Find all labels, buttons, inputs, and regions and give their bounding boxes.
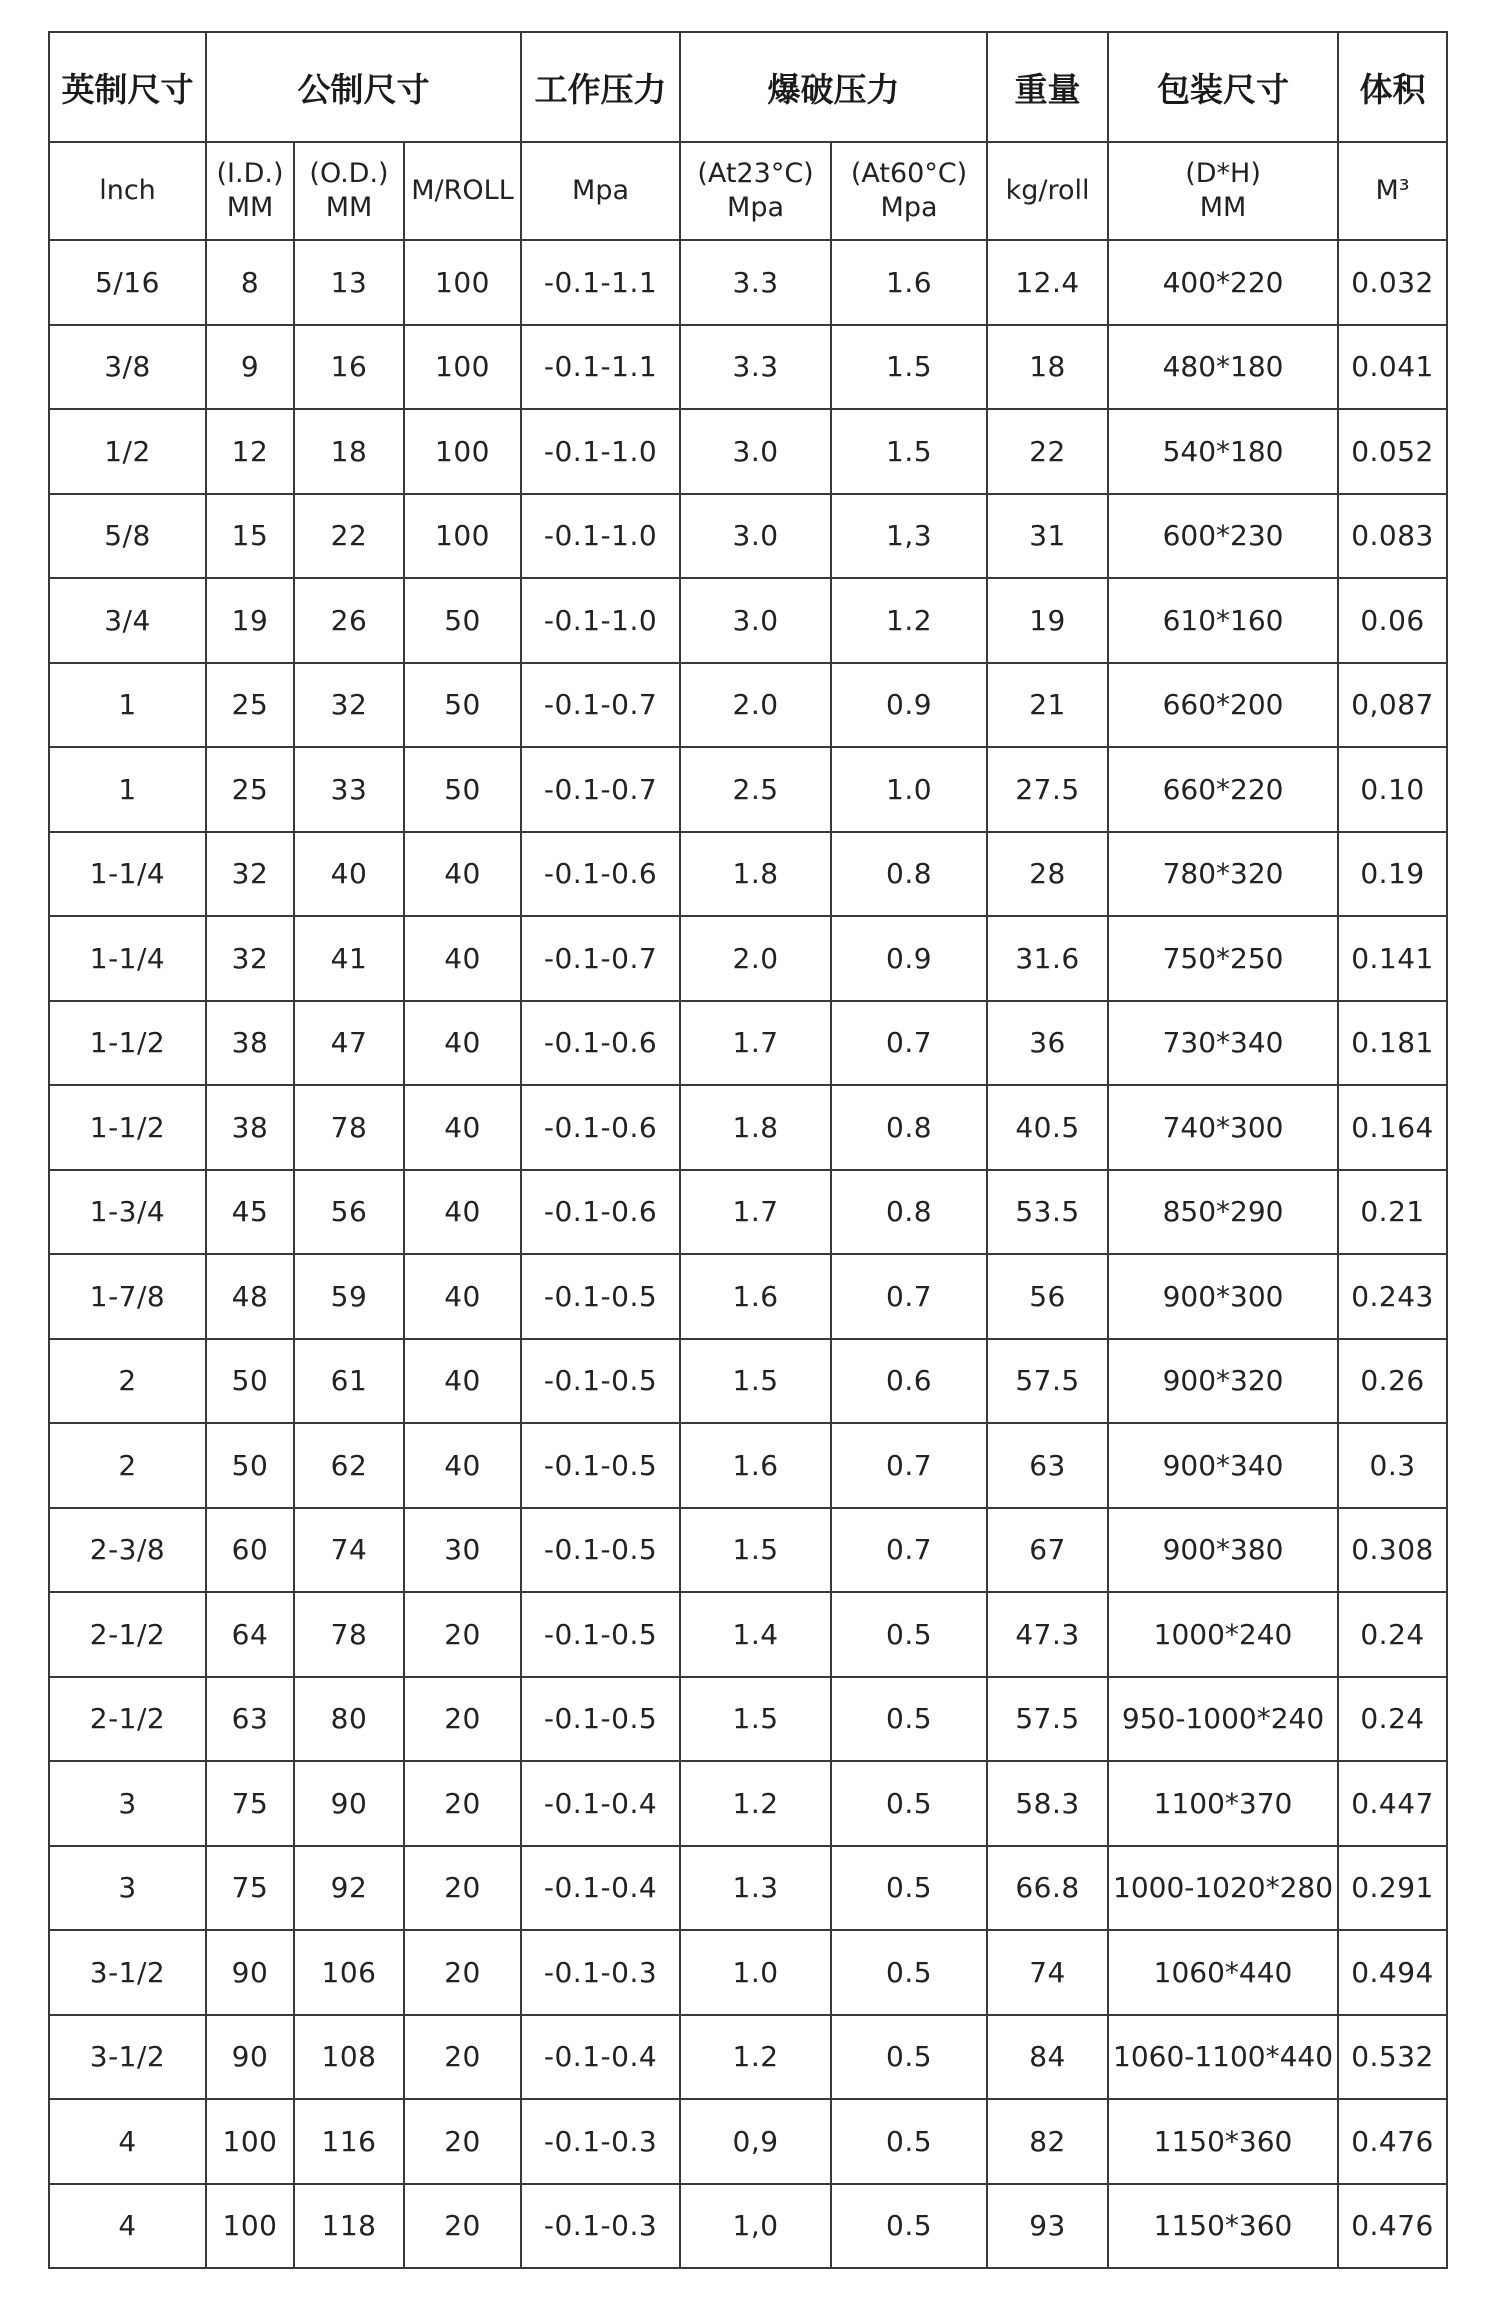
cell-package-size: 540*180	[1108, 409, 1338, 494]
table-row	[49, 832, 1447, 917]
cell-package-size: 610*160	[1108, 578, 1338, 663]
cell-weight: 31.6	[987, 916, 1108, 1001]
subheader-burst-23c	[680, 142, 831, 240]
cell-length: 50	[404, 663, 521, 748]
cell-inner-diameter: 64	[206, 1592, 294, 1677]
table-row	[49, 2015, 1447, 2100]
cell-outer-diameter: 74	[294, 1508, 404, 1593]
cell-package-size: 900*380	[1108, 1508, 1338, 1593]
subheader-volume-unit: M³	[1338, 142, 1447, 240]
cell-burst-23c: 0,9	[680, 2099, 831, 2184]
cell-inner-diameter: 100	[206, 2184, 294, 2269]
cell-outer-diameter: 40	[294, 832, 404, 917]
cell-volume: 0.032	[1338, 240, 1447, 325]
cell-burst-23c: 1.5	[680, 1339, 831, 1424]
cell-inch: 1-1/4	[49, 832, 206, 917]
cell-outer-diameter: 22	[294, 494, 404, 579]
table-row	[49, 1846, 1447, 1931]
cell-working-pressure: -0.1-0.4	[521, 1761, 680, 1846]
cell-length: 100	[404, 325, 521, 410]
cell-burst-60c: 0.5	[831, 2099, 987, 2184]
cell-inner-diameter: 8	[206, 240, 294, 325]
cell-burst-60c: 0.5	[831, 2184, 987, 2269]
cell-length: 20	[404, 2099, 521, 2184]
subheader-burst-60c-label: (At60°C)	[850, 158, 968, 189]
cell-burst-60c: 1.0	[831, 747, 987, 832]
cell-burst-23c: 1.2	[680, 1761, 831, 1846]
subheader-length-per-roll: M/ROLL	[404, 142, 521, 240]
cell-burst-23c: 1.6	[680, 1423, 831, 1508]
cell-weight: 18	[987, 325, 1108, 410]
cell-weight: 40.5	[987, 1085, 1108, 1170]
cell-inch: 1	[49, 663, 206, 748]
cell-weight: 93	[987, 2184, 1108, 2269]
cell-burst-60c: 0.5	[831, 1592, 987, 1677]
cell-burst-23c: 1.5	[680, 1508, 831, 1593]
cell-package-size: 600*230	[1108, 494, 1338, 579]
cell-burst-23c: 1.2	[680, 2015, 831, 2100]
subheader-burst-60c	[831, 142, 987, 240]
cell-inch: 1-1/2	[49, 1085, 206, 1170]
cell-volume: 0.494	[1338, 1930, 1447, 2015]
table-row	[49, 1930, 1447, 2015]
cell-burst-23c: 1.6	[680, 1254, 831, 1339]
cell-length: 20	[404, 2184, 521, 2269]
subheader-burst-23c-label: (At23°C)	[697, 158, 814, 189]
cell-inner-diameter: 38	[206, 1001, 294, 1086]
cell-length: 100	[404, 409, 521, 494]
cell-working-pressure: -0.1-1.0	[521, 494, 680, 579]
header-burst-pressure: 爆破压力	[680, 32, 987, 142]
cell-burst-60c: 1.6	[831, 240, 987, 325]
cell-inch: 2-1/2	[49, 1677, 206, 1762]
cell-inner-diameter: 90	[206, 2015, 294, 2100]
cell-burst-60c: 0.7	[831, 1508, 987, 1593]
subheader-burst-60c-unit: Mpa	[880, 192, 938, 223]
cell-inch: 4	[49, 2184, 206, 2269]
cell-burst-23c: 2.5	[680, 747, 831, 832]
cell-inch: 2-3/8	[49, 1508, 206, 1593]
cell-package-size: 660*220	[1108, 747, 1338, 832]
header-metric-size: 公制尺寸	[206, 32, 521, 142]
cell-weight: 36	[987, 1001, 1108, 1086]
cell-burst-23c: 2.0	[680, 663, 831, 748]
hose-spec-table	[48, 31, 1448, 2269]
cell-working-pressure: -0.1-1.1	[521, 240, 680, 325]
cell-volume: 0.24	[1338, 1592, 1447, 1677]
cell-weight: 27.5	[987, 747, 1108, 832]
subheader-inner-diameter	[206, 142, 294, 240]
cell-outer-diameter: 32	[294, 663, 404, 748]
table-row	[49, 494, 1447, 579]
cell-inner-diameter: 60	[206, 1508, 294, 1593]
cell-package-size: 780*320	[1108, 832, 1338, 917]
cell-burst-23c: 3.0	[680, 409, 831, 494]
cell-working-pressure: -0.1-0.6	[521, 1170, 680, 1255]
cell-inch: 1-1/2	[49, 1001, 206, 1086]
cell-working-pressure: -0.1-1.1	[521, 325, 680, 410]
cell-working-pressure: -0.1-0.5	[521, 1339, 680, 1424]
table-row	[49, 916, 1447, 1001]
cell-length: 40	[404, 1423, 521, 1508]
cell-outer-diameter: 80	[294, 1677, 404, 1762]
cell-weight: 57.5	[987, 1339, 1108, 1424]
cell-outer-diameter: 13	[294, 240, 404, 325]
cell-outer-diameter: 106	[294, 1930, 404, 2015]
cell-inch: 2	[49, 1423, 206, 1508]
cell-package-size: 750*250	[1108, 916, 1338, 1001]
cell-inch: 1/2	[49, 409, 206, 494]
cell-length: 30	[404, 1508, 521, 1593]
cell-package-size: 850*290	[1108, 1170, 1338, 1255]
cell-inner-diameter: 25	[206, 747, 294, 832]
cell-weight: 74	[987, 1930, 1108, 2015]
cell-burst-60c: 1,3	[831, 494, 987, 579]
table-row	[49, 1761, 1447, 1846]
cell-volume: 0.083	[1338, 494, 1447, 579]
subheader-od-label: (O.D.)	[309, 158, 389, 189]
cell-inch: 3-1/2	[49, 2015, 206, 2100]
header-weight: 重量	[987, 32, 1108, 142]
cell-package-size: 1060*440	[1108, 1930, 1338, 2015]
cell-volume: 0.26	[1338, 1339, 1447, 1424]
cell-volume: 0.476	[1338, 2099, 1447, 2184]
subheader-burst-23c-unit: Mpa	[727, 192, 785, 223]
cell-length: 20	[404, 2015, 521, 2100]
spec-table-body	[49, 240, 1447, 2268]
table-row	[49, 1423, 1447, 1508]
table-row	[49, 1508, 1447, 1593]
table-row	[49, 240, 1447, 325]
cell-weight: 58.3	[987, 1761, 1108, 1846]
table-row	[49, 747, 1447, 832]
cell-working-pressure: -0.1-0.6	[521, 1085, 680, 1170]
cell-working-pressure: -0.1-0.5	[521, 1592, 680, 1677]
cell-working-pressure: -0.1-0.3	[521, 2184, 680, 2269]
cell-outer-diameter: 78	[294, 1085, 404, 1170]
cell-volume: 0.3	[1338, 1423, 1447, 1508]
header-imperial-size: 英制尺寸	[49, 32, 206, 142]
cell-outer-diameter: 47	[294, 1001, 404, 1086]
cell-length: 50	[404, 747, 521, 832]
cell-inner-diameter: 25	[206, 663, 294, 748]
cell-volume: 0.052	[1338, 409, 1447, 494]
cell-inch: 5/8	[49, 494, 206, 579]
cell-burst-60c: 0.5	[831, 1846, 987, 1931]
cell-volume: 0.532	[1338, 2015, 1447, 2100]
cell-weight: 19	[987, 578, 1108, 663]
cell-burst-23c: 3.0	[680, 494, 831, 579]
table-row	[49, 1592, 1447, 1677]
cell-length: 20	[404, 1930, 521, 2015]
cell-volume: 0.476	[1338, 2184, 1447, 2269]
cell-volume: 0.24	[1338, 1677, 1447, 1762]
cell-burst-60c: 0.8	[831, 1085, 987, 1170]
cell-weight: 84	[987, 2015, 1108, 2100]
cell-inch: 3/4	[49, 578, 206, 663]
cell-volume: 0.291	[1338, 1846, 1447, 1931]
cell-length: 40	[404, 1085, 521, 1170]
cell-inner-diameter: 45	[206, 1170, 294, 1255]
cell-inch: 1-7/8	[49, 1254, 206, 1339]
subheader-outer-diameter	[294, 142, 404, 240]
cell-volume: 0.21	[1338, 1170, 1447, 1255]
cell-burst-60c: 1.5	[831, 325, 987, 410]
cell-package-size: 900*300	[1108, 1254, 1338, 1339]
cell-inch: 3	[49, 1846, 206, 1931]
cell-burst-23c: 3.3	[680, 325, 831, 410]
cell-outer-diameter: 78	[294, 1592, 404, 1677]
cell-working-pressure: -0.1-0.7	[521, 747, 680, 832]
table-row	[49, 2099, 1447, 2184]
cell-length: 50	[404, 578, 521, 663]
cell-package-size: 1060-1100*440	[1108, 2015, 1338, 2100]
cell-inner-diameter: 48	[206, 1254, 294, 1339]
cell-outer-diameter: 90	[294, 1761, 404, 1846]
cell-length: 20	[404, 1846, 521, 1931]
cell-burst-23c: 3.3	[680, 240, 831, 325]
cell-burst-60c: 0.8	[831, 832, 987, 917]
subheader-weight-unit: kg/roll	[987, 142, 1108, 240]
cell-package-size: 900*320	[1108, 1339, 1338, 1424]
header-working-pressure: 工作压力	[521, 32, 680, 142]
cell-inch: 1-3/4	[49, 1170, 206, 1255]
cell-volume: 0.19	[1338, 832, 1447, 917]
cell-burst-23c: 2.0	[680, 916, 831, 1001]
cell-inch: 4	[49, 2099, 206, 2184]
cell-volume: 0.141	[1338, 916, 1447, 1001]
table-row	[49, 325, 1447, 410]
cell-working-pressure: -0.1-0.5	[521, 1677, 680, 1762]
cell-working-pressure: -0.1-1.0	[521, 578, 680, 663]
cell-length: 40	[404, 832, 521, 917]
table-row	[49, 1339, 1447, 1424]
subheader-row	[49, 142, 1447, 240]
cell-inch: 1-1/4	[49, 916, 206, 1001]
cell-working-pressure: -0.1-0.4	[521, 1846, 680, 1931]
cell-burst-60c: 0.5	[831, 2015, 987, 2100]
cell-volume: 0.181	[1338, 1001, 1447, 1086]
cell-burst-60c: 0.7	[831, 1254, 987, 1339]
cell-package-size: 400*220	[1108, 240, 1338, 325]
cell-burst-23c: 1.7	[680, 1001, 831, 1086]
cell-working-pressure: -0.1-0.7	[521, 663, 680, 748]
cell-weight: 53.5	[987, 1170, 1108, 1255]
cell-package-size: 1000-1020*280	[1108, 1846, 1338, 1931]
cell-outer-diameter: 41	[294, 916, 404, 1001]
cell-length: 100	[404, 240, 521, 325]
cell-volume: 0.243	[1338, 1254, 1447, 1339]
cell-length: 20	[404, 1677, 521, 1762]
cell-outer-diameter: 59	[294, 1254, 404, 1339]
cell-package-size: 730*340	[1108, 1001, 1338, 1086]
cell-package-size: 900*340	[1108, 1423, 1338, 1508]
table-row	[49, 663, 1447, 748]
cell-inner-diameter: 32	[206, 916, 294, 1001]
cell-inch: 3	[49, 1761, 206, 1846]
table-row	[49, 409, 1447, 494]
table-row	[49, 1001, 1447, 1086]
cell-outer-diameter: 62	[294, 1423, 404, 1508]
cell-burst-23c: 1.8	[680, 1085, 831, 1170]
cell-outer-diameter: 108	[294, 2015, 404, 2100]
cell-burst-60c: 0.8	[831, 1170, 987, 1255]
cell-burst-23c: 1,0	[680, 2184, 831, 2269]
cell-working-pressure: -0.1-0.4	[521, 2015, 680, 2100]
cell-volume: 0.447	[1338, 1761, 1447, 1846]
spec-table-container	[48, 31, 1446, 2269]
cell-weight: 82	[987, 2099, 1108, 2184]
cell-burst-60c: 0.6	[831, 1339, 987, 1424]
cell-weight: 67	[987, 1508, 1108, 1593]
cell-weight: 47.3	[987, 1592, 1108, 1677]
cell-length: 40	[404, 1170, 521, 1255]
header-package-size: 包装尺寸	[1108, 32, 1338, 142]
header-volume: 体积	[1338, 32, 1447, 142]
cell-weight: 57.5	[987, 1677, 1108, 1762]
cell-inner-diameter: 15	[206, 494, 294, 579]
subheader-package-unit: MM	[1199, 192, 1247, 223]
cell-burst-60c: 1.2	[831, 578, 987, 663]
cell-package-size: 1150*360	[1108, 2099, 1338, 2184]
cell-outer-diameter: 18	[294, 409, 404, 494]
cell-package-size: 950-1000*240	[1108, 1677, 1338, 1762]
cell-package-size: 1000*240	[1108, 1592, 1338, 1677]
table-row	[49, 1677, 1447, 1762]
cell-package-size: 660*200	[1108, 663, 1338, 748]
cell-burst-23c: 1.5	[680, 1677, 831, 1762]
cell-burst-60c: 1.5	[831, 409, 987, 494]
subheader-package-label: (D*H)	[1185, 158, 1261, 189]
cell-volume: 0,087	[1338, 663, 1447, 748]
cell-outer-diameter: 61	[294, 1339, 404, 1424]
cell-length: 20	[404, 1592, 521, 1677]
cell-burst-23c: 1.3	[680, 1846, 831, 1931]
cell-inner-diameter: 75	[206, 1761, 294, 1846]
cell-inch: 1	[49, 747, 206, 832]
cell-burst-23c: 1.0	[680, 1930, 831, 2015]
cell-package-size: 740*300	[1108, 1085, 1338, 1170]
cell-length: 40	[404, 1001, 521, 1086]
header-row	[49, 32, 1447, 142]
cell-inch: 5/16	[49, 240, 206, 325]
table-row	[49, 1170, 1447, 1255]
cell-inch: 3-1/2	[49, 1930, 206, 2015]
cell-length: 100	[404, 494, 521, 579]
cell-burst-23c: 3.0	[680, 578, 831, 663]
table-row	[49, 2184, 1447, 2269]
cell-weight: 66.8	[987, 1846, 1108, 1931]
cell-burst-60c: 0.9	[831, 663, 987, 748]
subheader-inch: lnch	[49, 142, 206, 240]
cell-inner-diameter: 100	[206, 2099, 294, 2184]
cell-burst-23c: 1.4	[680, 1592, 831, 1677]
cell-inch: 3/8	[49, 325, 206, 410]
cell-inner-diameter: 12	[206, 409, 294, 494]
cell-inner-diameter: 50	[206, 1339, 294, 1424]
cell-outer-diameter: 116	[294, 2099, 404, 2184]
cell-inner-diameter: 32	[206, 832, 294, 917]
cell-burst-60c: 0.5	[831, 1761, 987, 1846]
cell-package-size: 1150*360	[1108, 2184, 1338, 2269]
cell-inner-diameter: 9	[206, 325, 294, 410]
cell-volume: 0.06	[1338, 578, 1447, 663]
cell-inner-diameter: 19	[206, 578, 294, 663]
cell-working-pressure: -0.1-1.0	[521, 409, 680, 494]
cell-burst-23c: 1.8	[680, 832, 831, 917]
table-row	[49, 1254, 1447, 1339]
cell-inner-diameter: 63	[206, 1677, 294, 1762]
cell-working-pressure: -0.1-0.6	[521, 1001, 680, 1086]
cell-volume: 0.10	[1338, 747, 1447, 832]
cell-working-pressure: -0.1-0.3	[521, 1930, 680, 2015]
cell-burst-60c: 0.9	[831, 916, 987, 1001]
cell-weight: 21	[987, 663, 1108, 748]
cell-weight: 31	[987, 494, 1108, 579]
cell-volume: 0.308	[1338, 1508, 1447, 1593]
cell-burst-23c: 1.7	[680, 1170, 831, 1255]
subheader-id-label: (I.D.)	[216, 158, 284, 189]
cell-burst-60c: 0.5	[831, 1677, 987, 1762]
subheader-od-unit: MM	[325, 192, 373, 223]
cell-length: 40	[404, 1254, 521, 1339]
cell-weight: 12.4	[987, 240, 1108, 325]
cell-outer-diameter: 56	[294, 1170, 404, 1255]
cell-weight: 28	[987, 832, 1108, 917]
cell-outer-diameter: 26	[294, 578, 404, 663]
table-row	[49, 1085, 1447, 1170]
subheader-package	[1108, 142, 1338, 240]
cell-weight: 63	[987, 1423, 1108, 1508]
cell-outer-diameter: 16	[294, 325, 404, 410]
cell-package-size: 1100*370	[1108, 1761, 1338, 1846]
cell-inner-diameter: 50	[206, 1423, 294, 1508]
cell-inch: 2-1/2	[49, 1592, 206, 1677]
cell-outer-diameter: 33	[294, 747, 404, 832]
cell-working-pressure: -0.1-0.5	[521, 1254, 680, 1339]
cell-length: 20	[404, 1761, 521, 1846]
subheader-working-unit: Mpa	[521, 142, 680, 240]
cell-inner-diameter: 90	[206, 1930, 294, 2015]
cell-working-pressure: -0.1-0.5	[521, 1423, 680, 1508]
cell-weight: 22	[987, 409, 1108, 494]
cell-burst-60c: 0.7	[831, 1423, 987, 1508]
cell-working-pressure: -0.1-0.6	[521, 832, 680, 917]
cell-burst-60c: 0.5	[831, 1930, 987, 2015]
cell-inner-diameter: 38	[206, 1085, 294, 1170]
cell-length: 40	[404, 916, 521, 1001]
cell-outer-diameter: 92	[294, 1846, 404, 1931]
cell-package-size: 480*180	[1108, 325, 1338, 410]
cell-volume: 0.164	[1338, 1085, 1447, 1170]
cell-weight: 56	[987, 1254, 1108, 1339]
cell-working-pressure: -0.1-0.3	[521, 2099, 680, 2184]
cell-length: 40	[404, 1339, 521, 1424]
cell-volume: 0.041	[1338, 325, 1447, 410]
subheader-id-unit: MM	[226, 192, 274, 223]
cell-working-pressure: -0.1-0.5	[521, 1508, 680, 1593]
table-row	[49, 578, 1447, 663]
cell-burst-60c: 0.7	[831, 1001, 987, 1086]
cell-working-pressure: -0.1-0.7	[521, 916, 680, 1001]
cell-outer-diameter: 118	[294, 2184, 404, 2269]
cell-inch: 2	[49, 1339, 206, 1424]
cell-inner-diameter: 75	[206, 1846, 294, 1931]
